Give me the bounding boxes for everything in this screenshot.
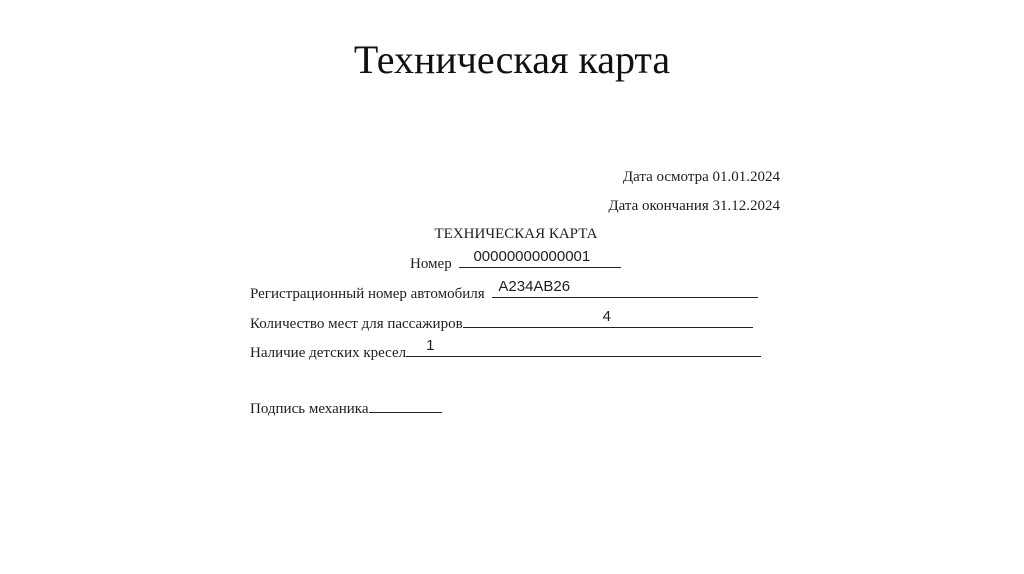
reg-number-line xyxy=(250,278,758,304)
end-date-value: 31.12.2024 xyxy=(712,198,780,214)
child-seats-line xyxy=(250,337,761,363)
seats-line xyxy=(250,308,753,334)
document-heading: ТЕХНИЧЕСКАЯ КАРТА xyxy=(434,226,598,242)
reg-number-field xyxy=(492,278,758,298)
seats-label: Количество мест для пассажиров xyxy=(250,316,463,332)
end-date-line xyxy=(608,196,780,216)
signature-line xyxy=(250,396,442,419)
end-date-label: Дата окончания xyxy=(608,198,709,214)
seats-field xyxy=(463,308,753,328)
number-value: 00000000000001 xyxy=(473,248,591,265)
number-label: Номер xyxy=(410,256,452,272)
reg-number-value: А234АВ26 xyxy=(498,278,571,295)
reg-number-label: Регистрационный номер автомобиля xyxy=(250,286,485,302)
signature-label: Подпись механика xyxy=(250,401,369,417)
inspection-date-label: Дата осмотра xyxy=(622,169,709,185)
inspection-date-line xyxy=(623,167,780,187)
signature-field xyxy=(369,396,442,413)
seats-value: 4 xyxy=(602,308,612,325)
child-seats-label: Наличие детских кресел xyxy=(250,345,407,361)
slide-title: Техническая карта xyxy=(353,37,671,82)
number-line xyxy=(410,248,621,274)
inspection-date-value: 01.01.2024 xyxy=(712,169,780,185)
child-seats-field xyxy=(406,337,761,357)
child-seats-value: 1 xyxy=(426,337,435,354)
number-field xyxy=(459,248,621,268)
